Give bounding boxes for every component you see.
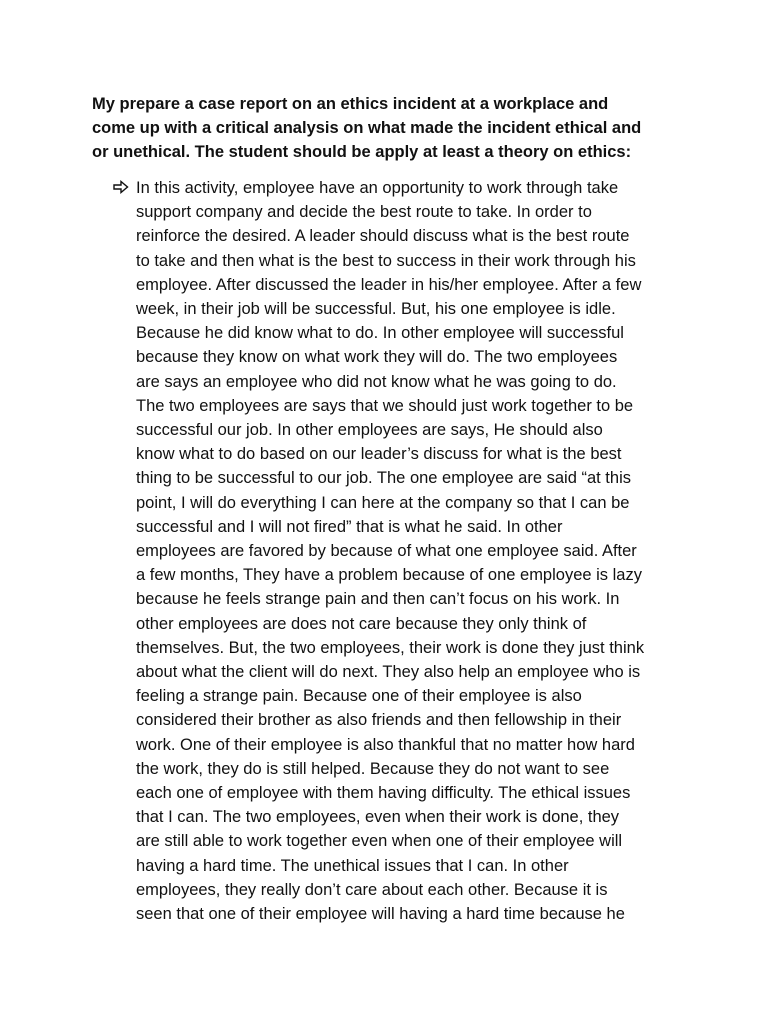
paragraph-line: point, I will do everything I can here at the company so that I can be [136,493,630,512]
paragraph-line: are says an employee who did not know what he was going to do. [136,372,617,391]
paragraph-line: themselves. But, the two employees, their work is done they just think [136,638,645,657]
paragraph-line: In this activity, employee have an opportunity to work through take [136,179,619,197]
paragraph-line: employees, they really don’t care about each other. Because it is [136,880,608,899]
paragraph-line: because they know on what work they will do. The two employees [136,348,618,367]
bullet-paragraph [136,176,676,926]
paragraph-line: know what to do based on our leader’s discuss for what is the best [136,445,622,464]
paragraph-line: are still able to work together even when one of their employee will [136,832,623,851]
heading-line: My prepare a case report on an ethics incident at a workplace and [92,95,609,113]
paragraph-line: feeling a strange pain. Because one of their employee is also [136,687,582,706]
paragraph-line: considered their brother as also friends and then fellowship in their [136,711,622,730]
paragraph-line: a few months, They have a problem because of one employee is lazy [136,566,642,585]
paragraph-line: because he feels strange pain and then can’t focus on his work. In [136,590,620,609]
paragraph-line: thing to be successful to our job. The one employee are said “at this [136,469,631,488]
document-heading [92,92,692,164]
paragraph-line: to take and then what is the best to success in their work through his [136,251,636,270]
paragraph-line: week, in their job will be successful. But, his one employee is idle. [136,300,616,319]
paragraph-line: employee. After discussed the leader in his/her employee. After a few [136,275,642,294]
right-arrow-outline-icon [113,180,129,194]
paragraph-line: the work, they do is still helped. Because they do not want to see [136,759,610,778]
paragraph-line: having a hard time. The unethical issues that I can. In other [136,856,569,875]
heading-line: come up with a critical analysis on what made the incident ethical and [92,119,642,137]
paragraph-line: successful and I will not fired” that is what he said. In other [136,517,563,536]
paragraph-line: that I can. The two employees, even when their work is done, they [136,808,620,827]
heading-line: or unethical. The student should be apply at least a theory on ethics: [92,143,632,161]
paragraph-line: The two employees are says that we should just work together to be [136,396,634,415]
paragraph-line: support company and decide the best route to take. In order to [136,203,592,222]
paragraph-line: employees are favored by because of what one employee said. After [136,542,637,561]
paragraph-line: other employees are does not care because they only think of [136,614,587,633]
paragraph-line: Because he did know what to do. In other employee will successful [136,324,624,343]
paragraph-line: reinforce the desired. A leader should discuss what is the best route [136,227,630,246]
paragraph-line: successful our job. In other employees are says, He should also [136,421,603,440]
paragraph-line: work. One of their employee is also thankful that no matter how hard [136,735,635,754]
paragraph-line: seen that one of their employee will having a hard time because he [136,905,625,924]
paragraph-line: each one of employee with them having difficulty. The ethical issues [136,784,631,803]
paragraph-line: about what the client will do next. They also help an employee who is [136,663,641,682]
